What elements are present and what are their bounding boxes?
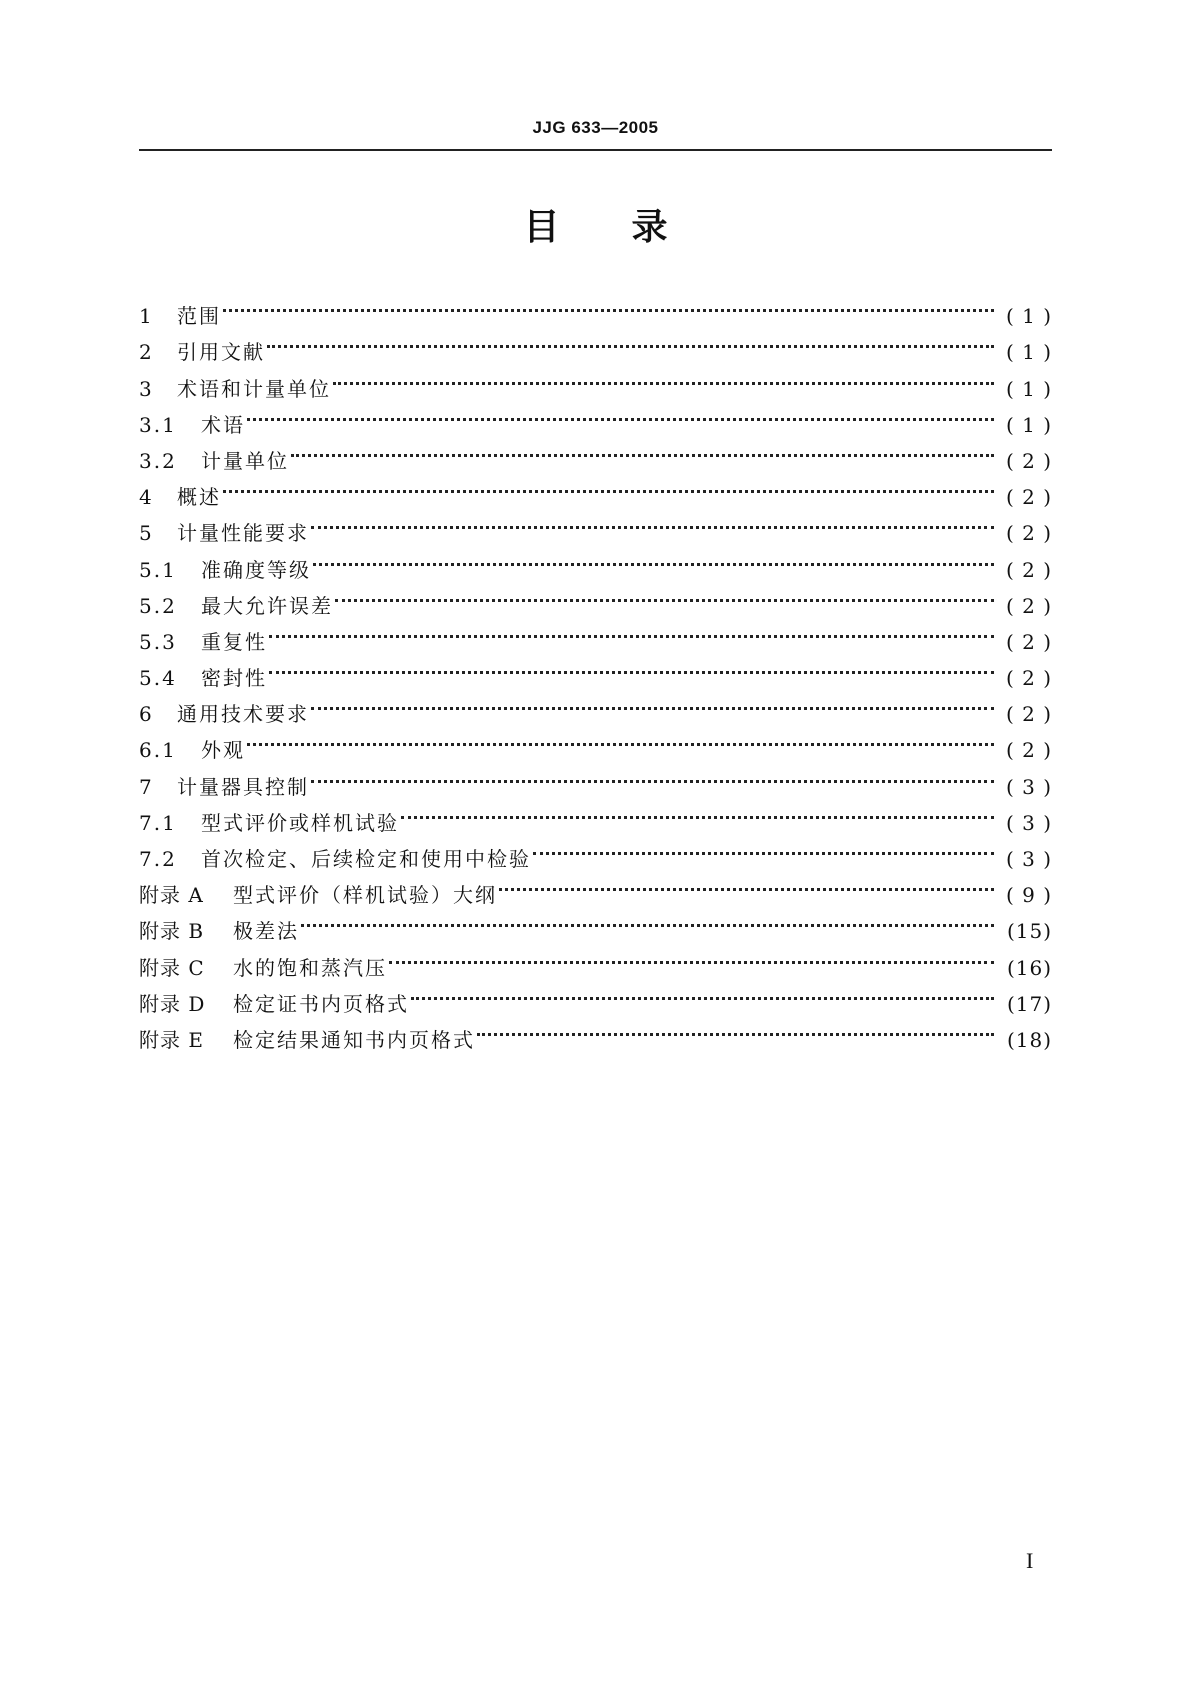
dot-leader <box>333 359 994 395</box>
dot-leader <box>311 504 994 540</box>
toc-entry-title: 计量单位 <box>201 448 289 473</box>
toc-entry-page: ( 2 ) <box>1005 557 1052 582</box>
toc-entry-title: 范围 <box>177 304 221 329</box>
toc-entry[interactable] <box>139 649 1052 691</box>
toc-entry-page: ( 2 ) <box>1005 629 1052 654</box>
dot-leader <box>247 396 994 432</box>
toc-entry-page: ( 2 ) <box>1005 521 1052 546</box>
toc-entry[interactable] <box>139 359 1052 401</box>
toc-entry-title: 重复性 <box>201 629 267 654</box>
toc-entry-title: 检定证书内页格式 <box>233 991 409 1016</box>
dot-leader <box>401 794 994 830</box>
toc-entry[interactable] <box>139 721 1052 763</box>
toc-entry-number: 7.2 <box>139 847 177 871</box>
toc-entry-number: 5.3 <box>139 629 177 654</box>
toc-entry-number: 3.2 <box>139 448 177 473</box>
toc-entry-page: (17) <box>1006 991 1052 1016</box>
toc-entry-number: 3.1 <box>139 412 177 437</box>
toc-entry-number: 7.1 <box>139 810 177 835</box>
dot-leader <box>335 577 994 613</box>
dot-leader <box>247 721 994 757</box>
toc-entry-title: 准确度等级 <box>201 557 311 582</box>
toc-entry-page: ( 1 ) <box>1005 340 1052 365</box>
dot-leader <box>499 866 994 902</box>
table-of-contents <box>139 287 1052 1052</box>
toc-entry-number: 附录 B <box>139 919 205 944</box>
page-number: I <box>1026 1548 1034 1573</box>
dot-leader <box>223 468 994 504</box>
toc-entry[interactable] <box>139 613 1052 654</box>
toc-entry-page: ( 2 ) <box>1005 485 1052 510</box>
toc-entry-title: 型式评价（样机试验）大纲 <box>233 883 497 908</box>
toc-entry[interactable] <box>139 504 1052 546</box>
toc-entry[interactable] <box>139 323 1052 365</box>
toc-entry-title: 首次检定、后续检定和使用中检验 <box>201 847 531 871</box>
toc-entry-page: ( 9 ) <box>1005 883 1052 908</box>
dot-leader <box>223 287 994 323</box>
toc-entry-title: 计量性能要求 <box>177 521 309 546</box>
toc-entry-number: 4 <box>139 485 154 510</box>
toc-entry-page: ( 1 ) <box>1005 304 1052 329</box>
document-code: JJG 633—2005 <box>532 118 659 137</box>
dot-leader <box>533 830 994 866</box>
toc-entry-number: 6.1 <box>139 738 177 763</box>
toc-entry-number: 5.4 <box>139 666 177 691</box>
toc-entry-number: 附录 A <box>139 883 204 908</box>
toc-entry-page: ( 3 ) <box>1005 810 1052 835</box>
dot-leader <box>311 685 994 721</box>
toc-entry-title: 最大允许误差 <box>201 593 333 618</box>
toc-entry-page: ( 3 ) <box>1005 774 1052 799</box>
dot-leader <box>389 938 994 974</box>
toc-entry-page: (15) <box>1006 919 1052 944</box>
toc-entry-page: (18) <box>1006 1027 1052 1052</box>
toc-entry-page: ( 2 ) <box>1005 666 1052 691</box>
toc-entry-title: 计量器具控制 <box>177 774 309 799</box>
toc-entry-number: 5.1 <box>139 557 177 582</box>
toc-entry-page: ( 2 ) <box>1005 702 1052 727</box>
toc-entry-number: 1 <box>139 304 154 329</box>
toc-entry-page: ( 2 ) <box>1005 448 1052 473</box>
dot-leader <box>269 613 994 649</box>
toc-entry-number: 7 <box>139 774 154 799</box>
toc-entry-title: 术语 <box>201 412 245 437</box>
toc-entry-page: ( 2 ) <box>1005 738 1052 763</box>
dot-leader <box>311 757 994 793</box>
toc-entry-title: 检定结果通知书内页格式 <box>233 1027 475 1052</box>
toc-entry-number: 6 <box>139 702 154 727</box>
toc-entry-title: 术语和计量单位 <box>177 376 331 401</box>
toc-entry[interactable] <box>139 468 1052 510</box>
toc-entry-number: 附录 C <box>139 955 205 980</box>
toc-entry-page: (16) <box>1006 955 1052 980</box>
dot-leader <box>269 649 994 685</box>
toc-entry[interactable] <box>139 396 1052 437</box>
toc-entry-title: 型式评价或样机试验 <box>201 810 399 835</box>
dot-leader <box>291 432 994 468</box>
toc-entry-title: 通用技术要求 <box>177 702 309 727</box>
toc-entry-page: ( 3 ) <box>1005 847 1052 871</box>
toc-entry-title: 水的饱和蒸汽压 <box>233 955 387 980</box>
toc-entry[interactable] <box>139 432 1052 473</box>
dot-leader <box>477 1011 994 1047</box>
toc-entry[interactable] <box>139 757 1052 799</box>
dot-leader <box>301 902 994 938</box>
toc-entry-number: 5 <box>139 521 154 546</box>
toc-entry-page: ( 1 ) <box>1005 376 1052 401</box>
toc-entry-title: 极差法 <box>233 919 299 944</box>
toc-entry-title: 密封性 <box>201 666 267 691</box>
toc-entry-number: 3 <box>139 376 154 401</box>
toc-entry-number: 5.2 <box>139 593 177 618</box>
toc-entry[interactable] <box>139 287 1052 329</box>
toc-entry[interactable] <box>139 685 1052 727</box>
toc-entry-title: 概述 <box>177 485 221 510</box>
toc-entry-number: 2 <box>139 340 154 365</box>
toc-entry-number: 附录 E <box>139 1027 204 1052</box>
toc-entry-title: 外观 <box>201 738 245 763</box>
dot-leader <box>411 975 994 1011</box>
page-title: 目录 <box>523 207 740 248</box>
header-rule <box>139 149 1052 151</box>
toc-entry-page: ( 2 ) <box>1005 593 1052 618</box>
toc-entry-title: 引用文献 <box>177 340 265 365</box>
toc-entry-number: 附录 D <box>139 991 206 1016</box>
dot-leader <box>267 323 994 359</box>
toc-entry-page: ( 1 ) <box>1005 412 1052 437</box>
dot-leader <box>313 540 994 576</box>
